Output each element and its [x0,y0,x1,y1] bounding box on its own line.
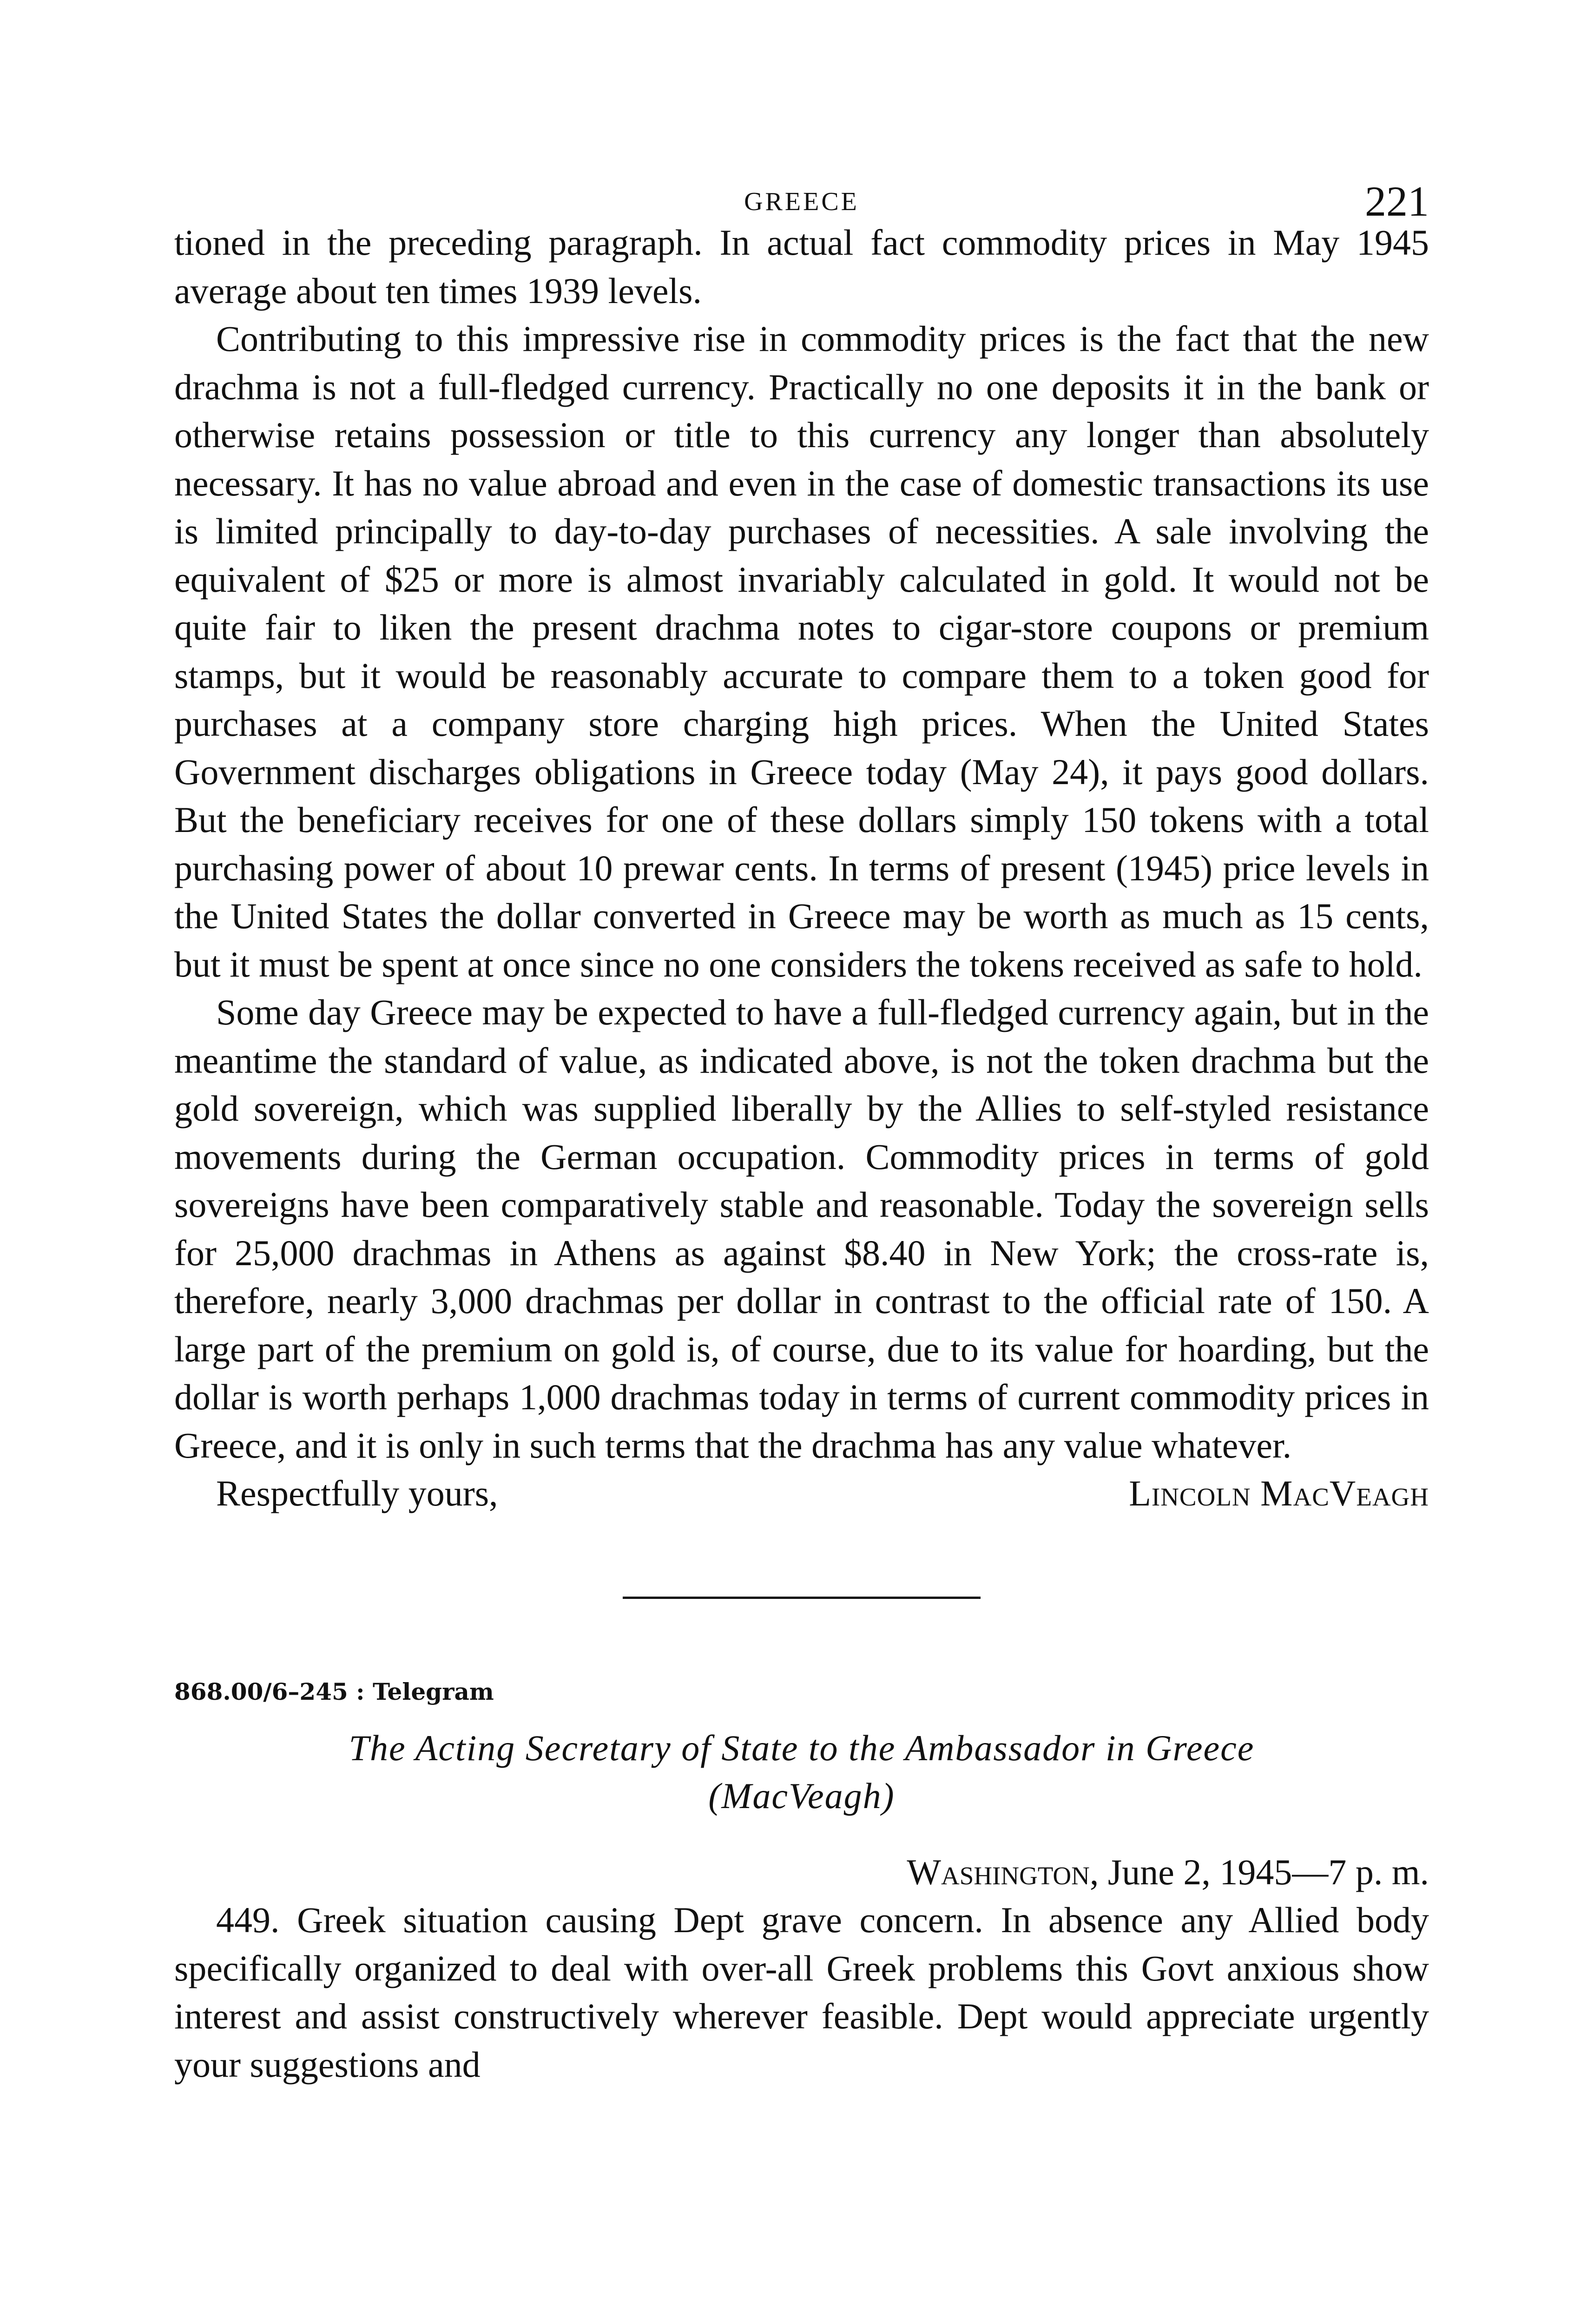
letter-signoff [174,1469,1429,1518]
telegram-reference: 868.00/6–245 : Telegram [174,1677,494,1705]
letter-paragraph: Some day Greece may be expected to have a full-fledged currency again, but in the meantime the standard of value, as indicated above, is not the token drachma but the gold sovereign, which was supplied liberally by the Allies to self-styled resistance movements during the German occupation. Commodity prices in terms of gold sovereigns have been comparatively stable and reasonable. Today the sovereign sells for 25,000 drachmas in Athens as against $8.40 in New York; the cross-rate is, therefore, nearly 3,000 drachmas per dollar in contrast to the official rate of 150. A large part of the premium on gold is, of course, due to its value for hoarding, but the dollar is worth perhaps 1,000 drachmas today in terms of current commodity prices in Greece, and it is only in such terms that the drachma has any value whatever. [174,992,1429,1466]
telegram-title [174,1724,1429,1820]
letter-closing: Respectfully yours, [216,1473,498,1513]
letter-paragraph: Contributing to this impressive rise in commodity prices is the fact that the new drachma is not a full-fledged currency. Practically no one deposits it in the bank or otherwise retains possession or title to this currency any longer than absolutely necessary. It has no value abroad and even in the case of domestic transactions its use is limited principally to day-to-day purchases of necessities. A sale involving the equivalent of $25 or more is almost invariably calculated in gold. It would not be quite fair to liken the present drachma notes to cigar-store coupons or premium stamps, but it would be reasonably accurate to compare them to a token good for purchases at a company store charging high prices. When the United States Government discharges obligations in Greece today (May 24), it pays good dollars. But the beneficiary receives for one of these dollars simply 150 tokens with a total purchasing power of about 10 prewar cents. In terms of present (1945) price levels in the United States the dollar converted in Greece may be worth as much as 15 cents, but it must be spent at once since no one considers the tokens received as safe to hold. [174,318,1429,984]
document-page [174,167,1429,2088]
letter-signature: Lincoln MacVeagh [1129,1473,1429,1513]
page-number: 221 [1365,178,1429,225]
telegram-dateline [174,1848,1429,1896]
dateline-date: June 2, 1945—7 p. m. [1099,1851,1429,1892]
telegram-title-line: The Acting Secretary of State to the Ambassador in Greece [349,1727,1255,1768]
running-title: GREECE [744,187,859,216]
telegram-title-recipient: (MacVeagh) [708,1776,895,1816]
telegram-body: 449. Greek situation causing Dept grave concern. In absence any Allied body specifically organized to deal with over-all Greek problems this Govt anxious show interest and assist constructively wherever feasible. Dept would appreciate urgently your suggestions and [174,1900,1429,2085]
running-header [174,167,1429,225]
section-divider [623,1597,981,1599]
letter-paragraph-continued: tioned in the preceding paragraph. In actual fact commodity prices in May 1945 average about ten times 1939 levels. [174,222,1429,311]
dateline-place: Washington, [907,1851,1099,1892]
